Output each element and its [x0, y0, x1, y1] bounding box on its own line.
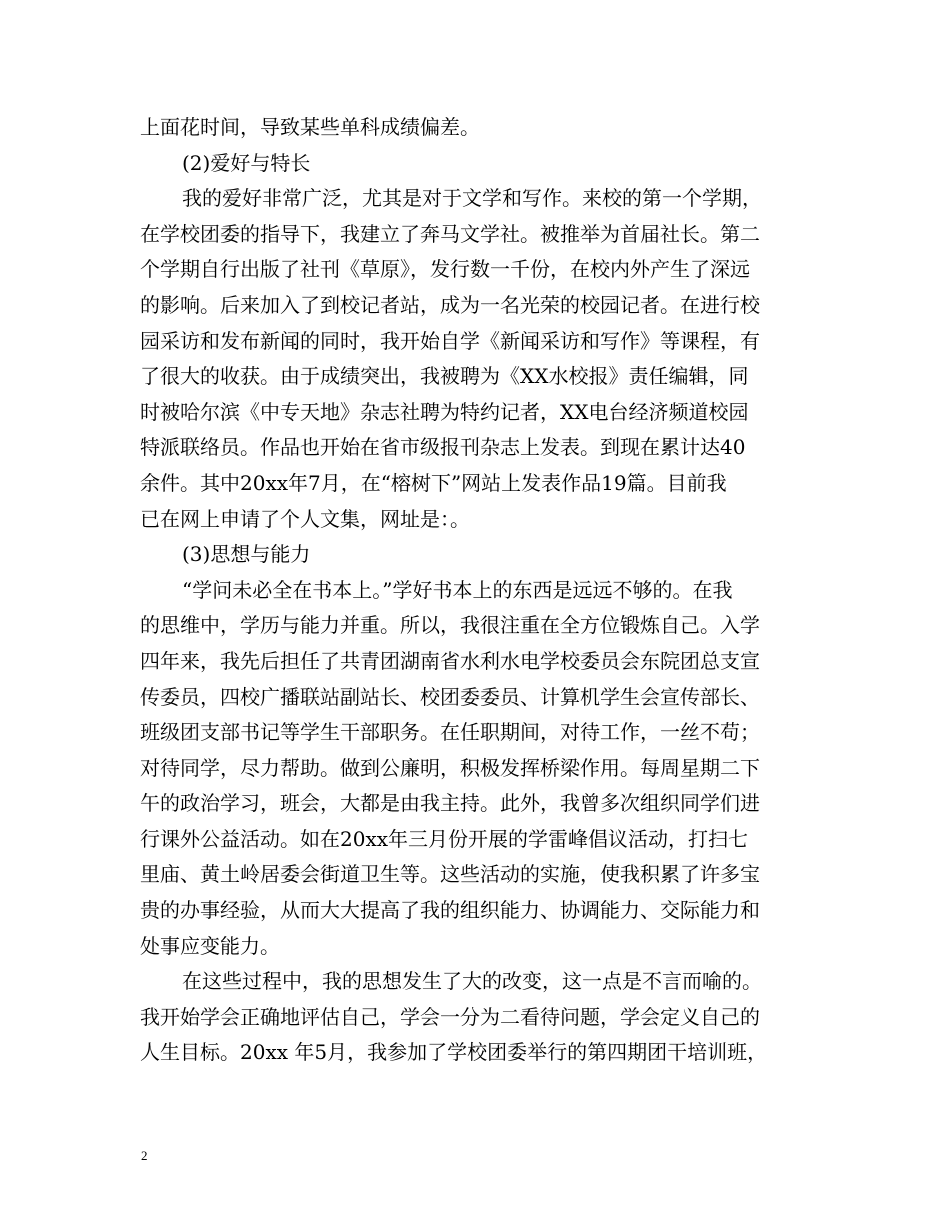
- text-line: 行课外公益活动。如在20xx年三月份开展的学雷峰倡议活动，打扫七: [140, 826, 749, 851]
- text-line: 里庙、黄土岭居委会街道卫生等。这些活动的实施，使我积累了许多宝: [140, 862, 760, 887]
- text-line: 贵的办事经验，从而大大提高了我的组织能力、协调能力、交际能力和: [140, 898, 760, 923]
- text-line: 个学期自行出版了社刊《草原》，发行数一千份，在校内外产生了深远: [140, 257, 750, 282]
- text-line: 时被哈尔滨《中专天地》杂志社聘为特约记者，XX电台经济频道校园: [140, 399, 749, 424]
- text-line: 特派联络员。作品也开始在省市级报刊杂志上发表。到现在累计达40: [140, 435, 746, 460]
- text-line: 在这些过程中，我的思想发生了大的改变，这一点是不言而喻的。: [182, 969, 762, 994]
- text-line: 我的爱好非常广泛，尤其是对于文学和写作。来校的第一个学期，: [182, 186, 762, 211]
- page-number: 2: [141, 1148, 148, 1163]
- text-line: 的影响。后来加入了到校记者站，成为一名光荣的校园记者。在进行校: [140, 292, 760, 317]
- text-line: 了很大的收获。由于成绩突出，我被聘为《XX水校报》责任编辑，同: [140, 364, 749, 389]
- text-line: 传委员，四校广播联站副站长、校团委委员、计算机学生会宣传部长、: [140, 684, 760, 709]
- text-line: 对待同学，尽力帮助。做到公廉明，积极发挥桥梁作用。每周星期二下: [140, 755, 760, 780]
- text-line: 我开始学会正确地评估自己，学会一分为二看待问题，学会定义自己的: [140, 1004, 760, 1029]
- text-line: 人生目标。20xx 年5月，我参加了学校团委举行的第四期团干培训班，: [140, 1040, 768, 1065]
- text-line: 已在网上申请了个人文集，网址是：。: [140, 506, 470, 531]
- text-line: “学问未必全在书本上。”学好书本上的东西是远远不够的。在我: [182, 577, 733, 602]
- text-line: 午的政治学习，班会，大都是由我主持。此外，我曾多次组织同学们进: [140, 791, 760, 816]
- document-body: [140, 110, 820, 1071]
- text-line: 上面花时间，导致某些单科成绩偏差。: [140, 115, 480, 139]
- text-line: 班级团支部书记等学生干部职务。在任职期间，对待工作，一丝不苟；: [140, 720, 760, 745]
- text-line: (3)思想与能力: [182, 542, 311, 567]
- text-line: 余件。其中20xx年7月，在“榕树下”网站上发表作品19篇。目前我: [140, 470, 727, 495]
- text-line: 在学校团委的指导下，我建立了奔马文学社。被推举为首届社长。第二: [140, 221, 760, 246]
- text-line: 的思维中，学历与能力并重。所以，我很注重在全方位锻炼自己。入学: [140, 613, 760, 638]
- text-line: 园采访和发布新闻的同时，我开始自学《新闻采访和写作》等课程，有: [140, 328, 760, 353]
- text-line: (2)爱好与特长: [182, 150, 311, 175]
- text-line: 四年来，我先后担任了共青团湖南省水利水电学校委员会东院团总支宣: [140, 648, 760, 673]
- text-line: 处事应变能力。: [140, 933, 280, 958]
